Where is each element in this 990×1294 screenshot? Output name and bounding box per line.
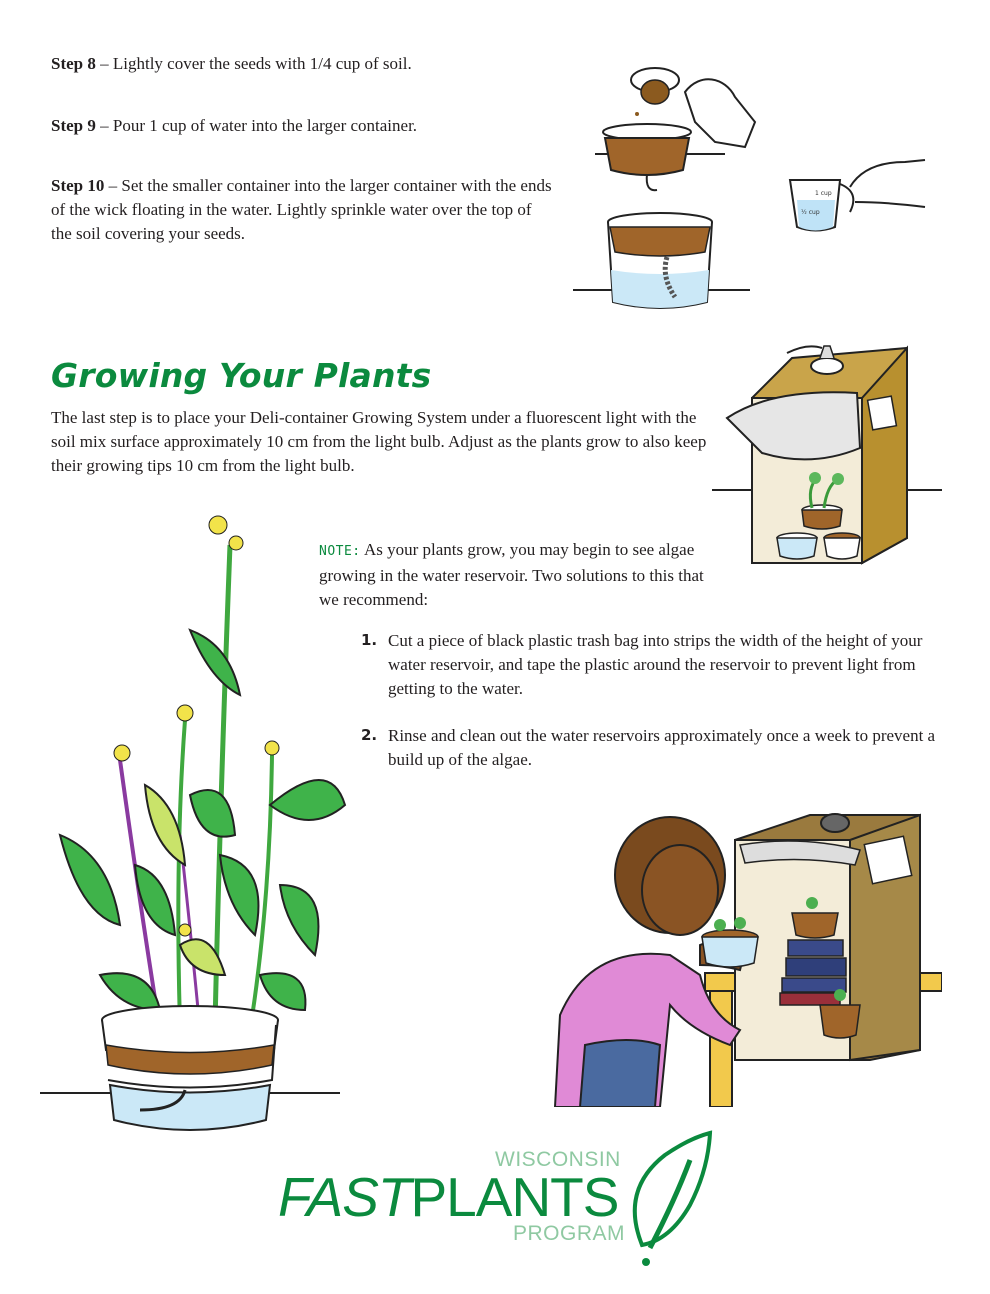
logo-fast-plants: [278, 1165, 618, 1229]
step-9-label: Step 9: [51, 116, 96, 135]
list-item-1-number: 1.: [361, 631, 378, 649]
plant-illustration: [40, 505, 350, 1145]
note-label: NOTE:: [319, 544, 361, 559]
logo-fast: FAST: [278, 1166, 411, 1228]
note-text: As your plants grow, you may begin to see algae growing in the water reservoir. Two solutions to this that we recommend:: [319, 540, 704, 609]
leaf-logo-icon: [620, 1130, 715, 1270]
step-9: [51, 114, 591, 138]
list-item-2-number: 2.: [361, 726, 378, 744]
logo-wisconsin: WISCONSIN: [495, 1148, 621, 1171]
lightbox-illustration: [712, 338, 942, 570]
list-item-2-text: Rinse and clean out the water reservoirs approximately once a week to prevent a build up of the algae.: [388, 726, 936, 769]
list-item-1-text: Cut a piece of black plastic trash bag into strips the width of the height of your water reservoir, and tape the plastic around the reservoir to prevent light from getting to the water.: [388, 631, 923, 698]
soil-container-illustration: [565, 52, 945, 322]
step-10: [51, 174, 556, 246]
step-10-text: – Set the smaller container into the larger container with the ends of the wick floating in the water. Lightly sprinkle water over the top of the soil covering your seeds.: [51, 176, 552, 243]
step-8-label: Step 8: [51, 54, 96, 73]
note: [319, 538, 714, 612]
logo-plants: PLANTS: [410, 1166, 619, 1228]
step-9-text: – Pour 1 cup of water into the larger container.: [95, 116, 418, 135]
cup-half-label: ½ cup: [801, 209, 820, 216]
logo-program: PROGRAM: [513, 1222, 626, 1245]
step-8-text: – Lightly cover the seeds with 1/4 cup of soil.: [95, 54, 412, 73]
section-intro: The last step is to place your Deli-container Growing System under a fluorescent light with the soil mix surface approximately 10 cm from the light bulb. Adjust as the plants grow to also keep their growing tips 10 cm from the light bulb.: [51, 408, 707, 475]
student-lightbox-illustration: [550, 795, 942, 1107]
section-heading: Growing Your Plants: [51, 356, 432, 395]
step-8: [51, 52, 591, 76]
step-10-label: Step 10: [51, 176, 105, 195]
cup-one-label: 1 cup: [815, 190, 832, 197]
